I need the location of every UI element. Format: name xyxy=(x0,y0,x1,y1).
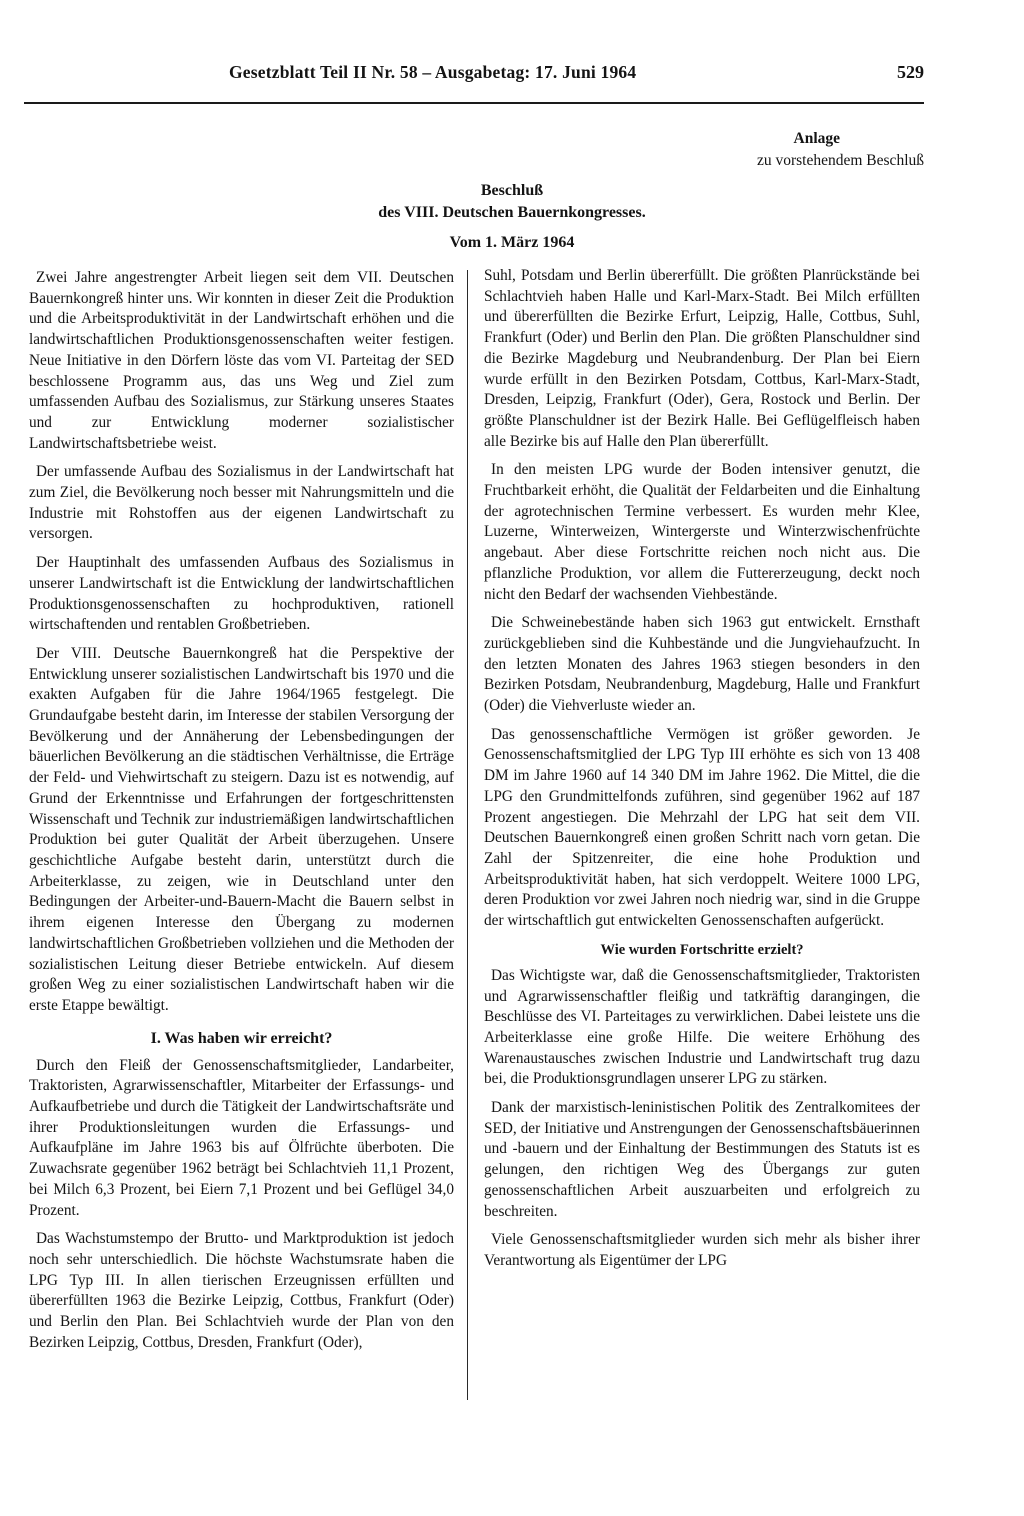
header-rule xyxy=(24,102,924,104)
paragraph: Der umfassende Aufbau des Sozialismus in der Landwirtschaft hat zum Ziel, die Bevölkerung noch besser mit Nahrungsmitteln und die Industrie mit Rohstoffen aus der eigenen Landwirtschaft zu versorgen. xyxy=(29,463,454,543)
left-column xyxy=(29,268,454,1361)
decree-title: Beschluß xyxy=(480,182,544,199)
paragraph: Dank der marxistisch-leninistischen Politik des Zentralkomitees der SED, der Initiative und Anstrengungen der Genossenschaftsbäuerinnen und -bauern und der Einhaltung der Bestimmungen des Statuts ist es gelungen, den richtigen Weg des Übergangs zur guten genossenschaftlichen Arbeit auszuarbeiten und erfolgreich zu beschreiten. xyxy=(484,1099,920,1220)
right-column xyxy=(484,266,920,1280)
annex-subtitle: zu vorstehendem Beschluß xyxy=(756,152,924,169)
subsection-heading: Wie wurden Fortschritte erzielt? xyxy=(600,941,804,958)
paragraph: Der Hauptinhalt des umfassenden Aufbaus des Sozialismus in unserer Landwirtschaft ist die Entwicklung der landwirtschaftlichen Produktionsgenossenschaften zu hochproduktiven, rationell wirtschaftenden und rentablen Großbetrieben. xyxy=(29,554,454,634)
paragraph: Das genossenschaftliche Vermögen ist größer geworden. Je Genossenschaftsmitglied der LPG Typ III erhöhte es sich von 13 408 DM im Jahre 1960 auf 14 340 DM im Jahre 1962. Die Mittel, die die LPG den Grundmittelfonds zuführen, sind gegenüber 1962 auf 187 Prozent angestiegen. Die Mehrzahl der LPG hat seit dem VII. Deutschen Bauernkongreß einen großen Schritt nach vorn getan. Die Zahl der Spitzenreiter, die eine hohe Produktion und Arbeitsproduktivität haben, hat sich verdoppelt. Weitere 1000 LPG, deren Produktion vor zwei Jahren noch niedrig war, sind in die Gruppe der wirtschaftlich gut entwickelten Genossenschaften aufgerückt. xyxy=(484,725,920,930)
decree-issuer: des VIII. Deutschen Bauernkongresses. xyxy=(378,204,646,221)
paragraph: Zwei Jahre angestrengter Arbeit liegen seit dem VII. Deutschen Bauernkongreß hinter uns. Wir konnten in dieser Zeit die Produktion und die Arbeitsproduktivität in der Landwirtschaft erhöhen und die landwirtschaftlichen Produktionsgenossenschaften weiter festigen. Neue Initiative in den Dörfern löste das vom VI. Parteitag der SED beschlossene Programm aus, das uns Weg und Ziel zum umfassenden Aufbau des Sozialismus, zur Stärkung unseres Staates und zur Entwicklung moderner sozialistischer Landwirtschaftsbetriebe weist. xyxy=(29,269,454,452)
column-divider xyxy=(467,270,468,1400)
paragraph: Viele Genossenschaftsmitglieder wurden sich mehr als bisher ihrer Verantwortung als Eigentümer der LPG xyxy=(484,1231,920,1269)
paragraph: Der VIII. Deutsche Bauernkongreß hat die Perspektive der Entwicklung unserer sozialistischen Landwirtschaft bis 1970 und die exakten Aufgaben für die Jahre 1964/1965 festgelegt. Die Grundaufgabe besteht darin, im Interesse der stabilen Versorgung der Bevölkerung und der Annäherung der Lebensbedingungen der bäuerlichen Bevölkerung an die städtischen Verhältnisse, die Erträge der Feld- und Viehwirtschaft zu steigern. Dazu ist es notwendig, auf Grund der Erkenntnisse und Erfahrungen der fortgeschrittensten Wissenschaft und Technik zur industriemäßigen landwirtschaftlichen Produktion bei guter Qualität der Arbeit überzugehen. Unsere geschichtliche Aufgabe besteht darin, unterstützt durch die Arbeiterklasse, zu zeigen, wie in Deutschland unter den Bedingungen der Arbeiter-und-Bauern-Macht die Bauern selbst in ihrem eigenen Interesse den Übergang zu modernen landwirtschaftlichen Großbetrieben vollziehen und die Methoden der sozialistischen Leitung dieser Betriebe entwickeln. Auf diesem großen Weg zu einer sozialistischen Landwirtschaft haben wir die erste Etappe bewältigt. xyxy=(29,644,454,1014)
annex-note xyxy=(757,128,924,172)
page-number: 529 xyxy=(897,62,924,82)
header-title: Gesetzblatt Teil II Nr. 58 – Ausgabetag: 17. Juni 1964 xyxy=(229,62,637,82)
paragraph: In den meisten LPG wurde der Boden intensiver genutzt, die Fruchtbarkeit erhöht, die Qualität der Feldarbeiten und die Einhaltung der agrotechnischen Termine verbessert. Es wurden mehr Klee, Luzerne, Winterweizen, Wintergerste und Winterzwischenfrüchte angebaut. Aber diese Fortschritte reichen noch nicht aus. Die pflanzliche Produktion, vor allem die Futtererzeugung, deckt noch nicht den Bedarf der wachsenden Viehbestände. xyxy=(484,461,920,603)
paragraph: Durch den Fleiß der Genossenschaftsmitglieder, Landarbeiter, Traktoristen, Agrarwissenschaftler, Mitarbeiter der Erfassungs- und Aufkaufbetriebe und durch die Tätigkeit der Landwirtschaftsräte und ihrer Produktionsleitungen wurden die Erfassungs- und Aufkaufpläne im Jahre 1963 bis auf Ölfrüchte überboten. Die Zuwachsrate gegenüber 1962 beträgt bei Schlachtvieh 11,1 Prozent, bei Milch 6,3 Prozent, bei Eiern 7,1 Prozent und bei Geflügel 34,0 Prozent. xyxy=(29,1056,454,1219)
annex-title: Anlage xyxy=(793,130,840,147)
section-heading: I. Was haben wir erreicht? xyxy=(150,1029,333,1047)
running-header xyxy=(24,62,924,94)
paragraph: Das Wichtigste war, daß die Genossenschaftsmitglieder, Traktoristen und Agrarwissenschaftler fleißig und tatkräftig darangingen, die Beschlüsse des VI. Parteitages zu verwirklichen. Dabei leistete uns die Arbeiterklasse eine große Hilfe. Die weitere Erhöhung des Warenaustausches zwischen Industrie und Landwirtschaft trug dazu bei, die Produktionsgrundlagen unserer LPG zu stärken. xyxy=(484,966,920,1088)
decree-heading xyxy=(0,180,1024,254)
paragraph: Die Schweinebestände haben sich 1963 gut entwickelt. Ernsthaft zurückgeblieben sind die Kuhbestände und die Jungviehaufzucht. In den letzten Monaten des Jahres 1963 stiegen besonders in den Bezirken Potsdam, Neubrandenburg, Magdeburg, Halle und Frankfurt (Oder) die Viehverluste wieder an. xyxy=(484,614,920,715)
paragraph: Suhl, Potsdam und Berlin übererfüllt. Die größten Planrückstände bei Schlachtvieh haben Halle und Karl-Marx-Stadt. Bei Milch erfüllten und übererfüllten die Bezirke Erfurt, Leipzig, Halle, Cottbus, Suhl, Frankfurt (Oder) und Berlin den Plan. Die größten Planschuldner sind die Bezirke Magdeburg und Neubrandenburg. Der Plan bei Eiern wurde erfüllt in den Bezirken Potsdam, Cottbus, Karl-Marx-Stadt, Dresden, Leipzig, Frankfurt (Oder), Gera, Rostock und Berlin. Der größte Planschuldner ist der Bezirk Halle. Bei Geflügelfleisch haben alle Bezirke bis auf Halle den Plan übererfüllt. xyxy=(484,267,920,450)
decree-date: Vom 1. März 1964 xyxy=(449,234,575,251)
paragraph: Das Wachstumstempo der Brutto- und Marktproduktion ist jedoch noch sehr unterschiedlich. Die höchste Wachstumsrate haben die LPG Typ III. In allen tierischen Erzeugnissen erfüllten und übererfüllten 1963 die Bezirke Leipzig, Cottbus, Frankfurt (Oder) und Berlin den Plan. Bei Schlachtvieh wurde der Plan von den Bezirken Leipzig, Cottbus, Dresden, Frankfurt (Oder), xyxy=(29,1230,454,1351)
